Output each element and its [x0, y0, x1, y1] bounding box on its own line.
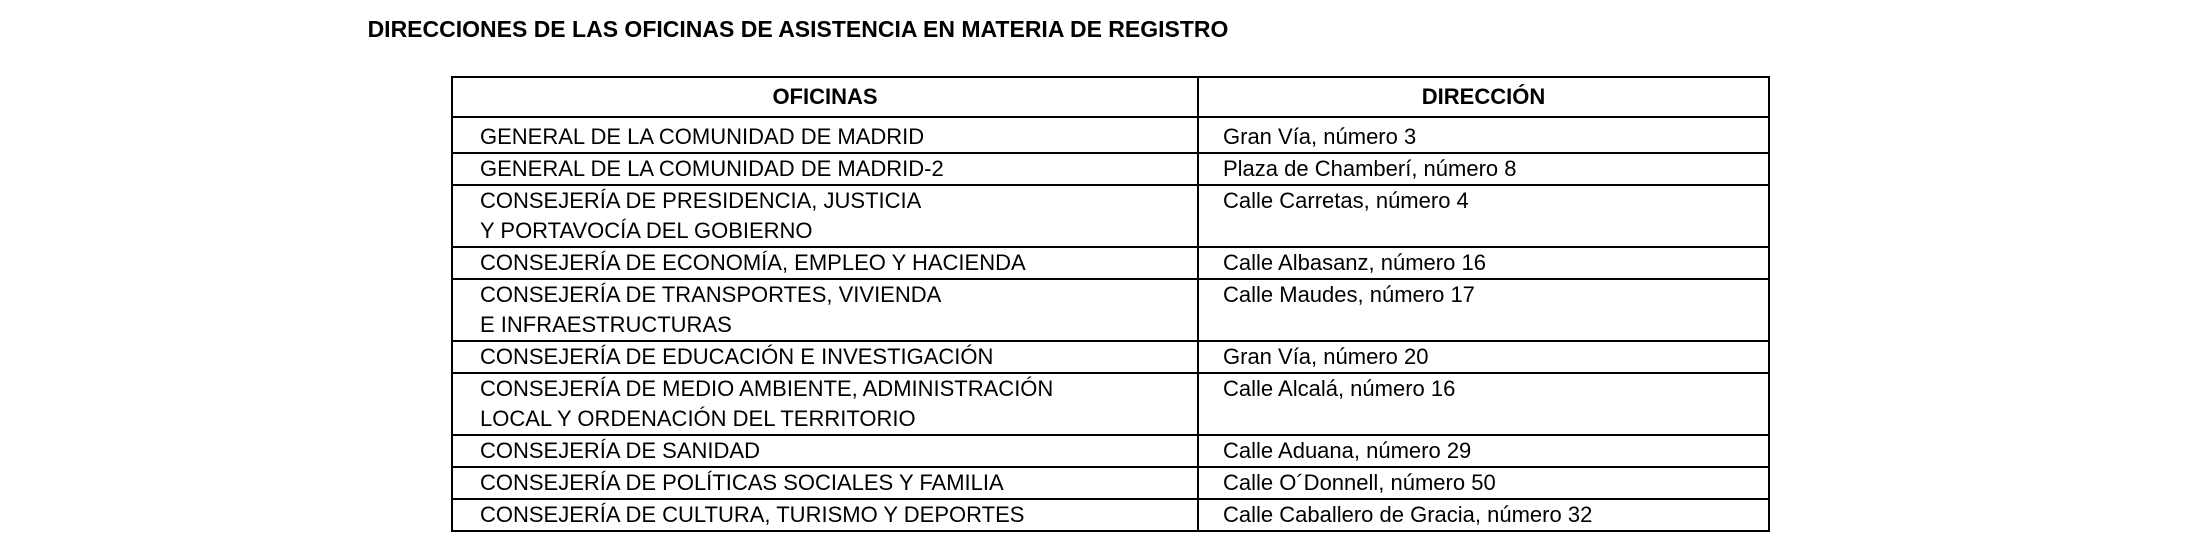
table-row [452, 247, 1769, 279]
office-name-line: CONSEJERÍA DE CULTURA, TURISMO Y DEPORTES [480, 502, 1025, 527]
office-cell [452, 499, 1198, 531]
column-header-address: DIRECCIÓN [1198, 77, 1769, 117]
office-cell [452, 247, 1198, 279]
office-name-line: CONSEJERÍA DE PRESIDENCIA, JUSTICIA [480, 188, 922, 213]
office-name-line: CONSEJERÍA DE POLÍTICAS SOCIALES Y FAMILIA [480, 470, 1004, 495]
office-cell [452, 279, 1198, 341]
address-cell: Calle Maudes, número 17 [1198, 279, 1769, 341]
address-cell: Gran Vía, número 20 [1198, 341, 1769, 373]
offices-table [451, 76, 1770, 532]
office-name-line: CONSEJERÍA DE MEDIO AMBIENTE, ADMINISTRACIÓN [480, 376, 1054, 401]
table-row [452, 373, 1769, 435]
office-name-line: LOCAL Y ORDENACIÓN DEL TERRITORIO [480, 406, 916, 431]
office-name-line: CONSEJERÍA DE SANIDAD [480, 438, 760, 463]
table-row [452, 117, 1769, 153]
office-cell [452, 153, 1198, 185]
table-row [452, 499, 1769, 531]
table-row [452, 153, 1769, 185]
office-name-line: Y PORTAVOCÍA DEL GOBIERNO [480, 218, 813, 243]
address-cell: Plaza de Chamberí, número 8 [1198, 153, 1769, 185]
office-cell [452, 435, 1198, 467]
table-header-row [452, 77, 1769, 117]
address-cell: Calle Alcalá, número 16 [1198, 373, 1769, 435]
office-name-line: CONSEJERÍA DE ECONOMÍA, EMPLEO Y HACIENDA [480, 250, 1026, 275]
table-row [452, 435, 1769, 467]
office-cell [452, 467, 1198, 499]
office-name-line: E INFRAESTRUCTURAS [480, 312, 732, 337]
table-row [452, 467, 1769, 499]
office-name-line: GENERAL DE LA COMUNIDAD DE MADRID-2 [480, 156, 944, 181]
table-row [452, 341, 1769, 373]
table-body [452, 117, 1769, 531]
page-title: DIRECCIONES DE LAS OFICINAS DE ASISTENCIA EN MATERIA DE REGISTRO [367, 16, 1229, 42]
office-cell [452, 373, 1198, 435]
office-name-line: GENERAL DE LA COMUNIDAD DE MADRID [480, 124, 925, 149]
office-cell [452, 185, 1198, 247]
table-row [452, 185, 1769, 247]
office-name-line: CONSEJERÍA DE EDUCACIÓN E INVESTIGACIÓN [480, 344, 994, 369]
address-cell: Calle Caballero de Gracia, número 32 [1198, 499, 1769, 531]
office-cell [452, 341, 1198, 373]
address-cell: Calle Carretas, número 4 [1198, 185, 1769, 247]
table-row [452, 279, 1769, 341]
office-cell [452, 117, 1198, 153]
address-cell: Calle Aduana, número 29 [1198, 435, 1769, 467]
address-cell: Calle O´Donnell, número 50 [1198, 467, 1769, 499]
address-cell: Gran Vía, número 3 [1198, 117, 1769, 153]
address-cell: Calle Albasanz, número 16 [1198, 247, 1769, 279]
column-header-offices: OFICINAS [452, 77, 1198, 117]
office-name-line: CONSEJERÍA DE TRANSPORTES, VIVIENDA [480, 282, 942, 307]
